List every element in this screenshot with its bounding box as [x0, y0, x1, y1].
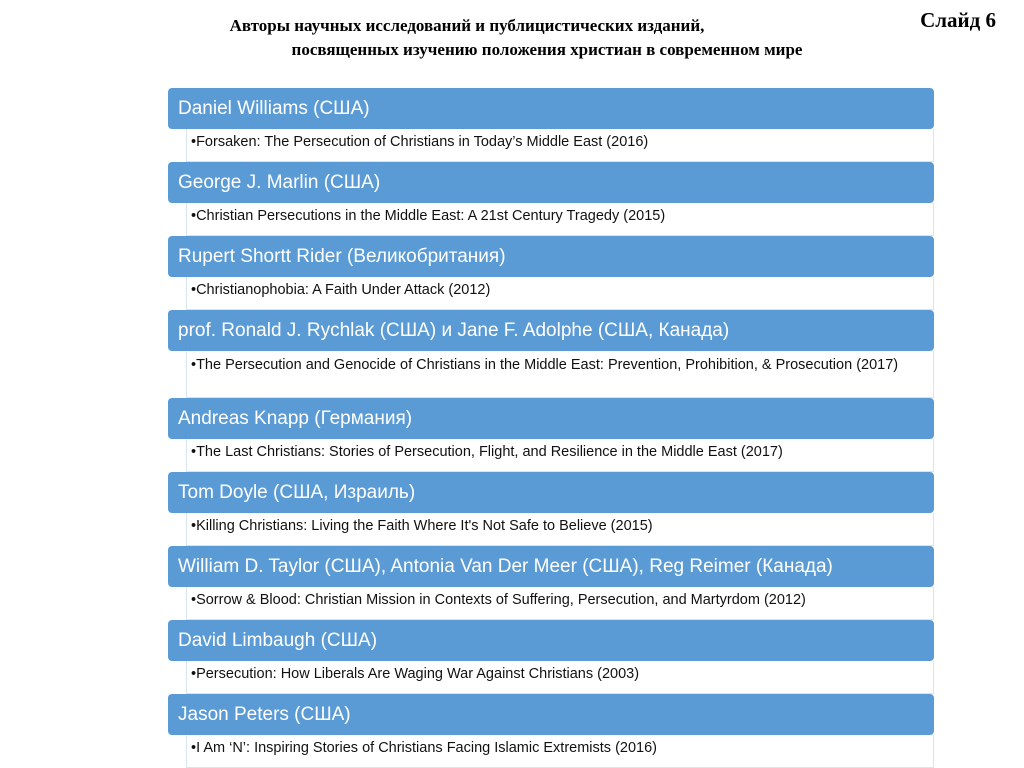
author-name: Rupert Shortt Rider (Великобритания) — [168, 236, 934, 277]
list-item — [168, 310, 934, 398]
book-title: •I Am ‘N’: Inspiring Stories of Christians Facing Islamic Extremists (2016) — [186, 735, 934, 768]
slide-number: Слайд 6 — [920, 8, 996, 32]
author-name: George J. Marlin (США) — [168, 162, 934, 203]
author-name: Daniel Williams (США) — [168, 88, 934, 129]
title-line-1: Авторы научных исследований и публицистических изданий, — [229, 16, 705, 35]
book-title: •The Last Christians: Stories of Persecution, Flight, and Resilience in the Middle East (2017) — [186, 439, 934, 472]
slide-title — [0, 14, 1024, 62]
book-title: •Christian Persecutions in the Middle East: A 21st Century Tragedy (2015) — [186, 203, 934, 236]
author-name: William D. Taylor (США), Antonia Van Der Meer (США), Reg Reimer (Канада) — [168, 546, 934, 587]
list-item — [168, 546, 934, 620]
list-item — [168, 694, 934, 768]
list-item — [168, 398, 934, 472]
list-item — [168, 162, 934, 236]
title-line-2: посвященных изучению положения христиан в современном мире — [291, 40, 803, 59]
author-name: Tom Doyle (США, Израиль) — [168, 472, 934, 513]
book-title: •Sorrow & Blood: Christian Mission in Contexts of Suffering, Persecution, and Martyrdom (2012) — [186, 587, 934, 620]
author-name: prof. Ronald J. Rychlak (США) и Jane F. Adolphe (США, Канада) — [168, 310, 934, 351]
list-item — [168, 620, 934, 694]
book-title: •The Persecution and Genocide of Christians in the Middle East: Prevention, Prohibition, & Prosecution (2017) — [186, 351, 934, 398]
author-name: Jason Peters (США) — [168, 694, 934, 735]
list-item — [168, 236, 934, 310]
book-title: •Forsaken: The Persecution of Christians in Today’s Middle East (2016) — [186, 129, 934, 162]
book-title: •Christianophobia: A Faith Under Attack (2012) — [186, 277, 934, 310]
author-name: David Limbaugh (США) — [168, 620, 934, 661]
author-list — [168, 88, 934, 768]
list-item — [168, 472, 934, 546]
list-item — [168, 88, 934, 162]
author-name: Andreas Knapp (Германия) — [168, 398, 934, 439]
book-title: •Killing Christians: Living the Faith Where It's Not Safe to Believe (2015) — [186, 513, 934, 546]
book-title: •Persecution: How Liberals Are Waging War Against Christians (2003) — [186, 661, 934, 694]
